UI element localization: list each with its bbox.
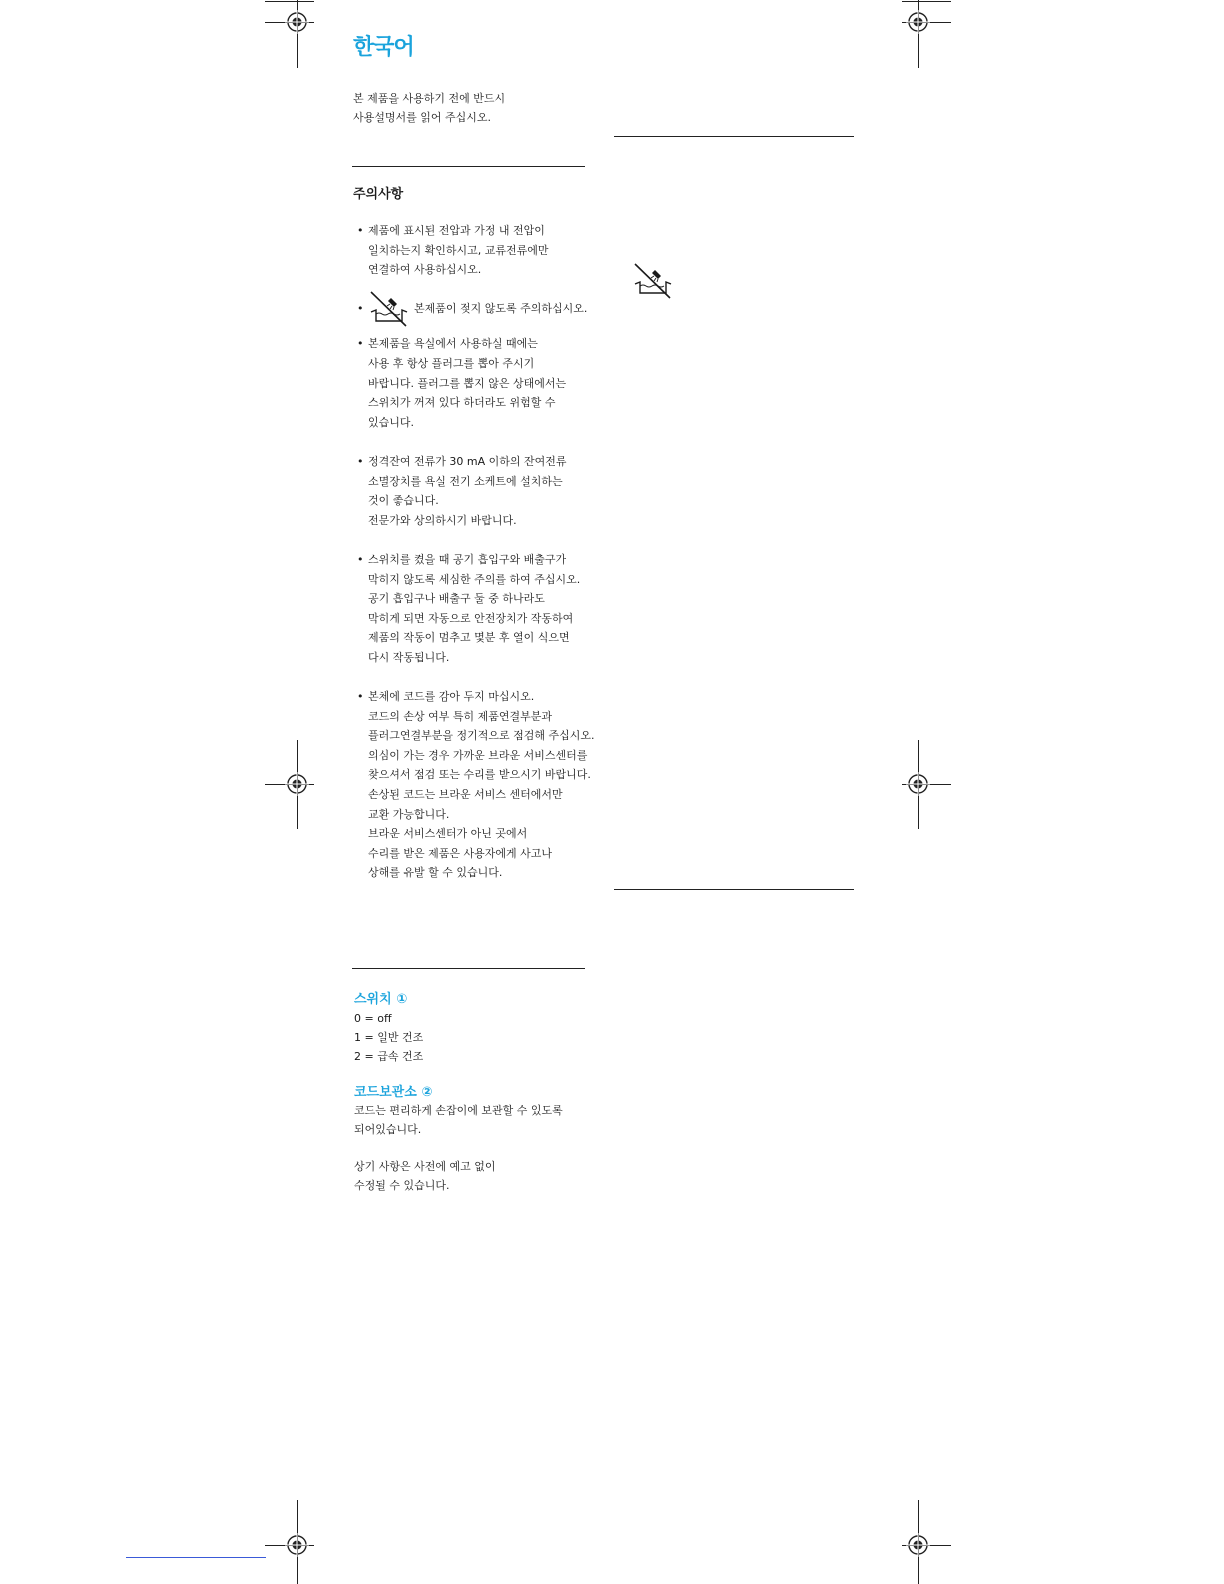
item-line: 플러그연결부분을 정기적으로 점검해 주십시오. — [368, 729, 595, 743]
divider — [352, 166, 585, 167]
list-item — [357, 221, 617, 280]
list-item — [357, 334, 617, 432]
divider — [614, 889, 854, 890]
list-item — [357, 550, 617, 668]
item-line: 공기 흡입구나 배출구 둘 중 하나라도 — [368, 592, 545, 606]
item-line: 손상된 코드는 브라운 서비스 센터에서만 — [368, 788, 563, 802]
item-line: • 스위치를 켰을 때 공기 흡입구와 배출구가 — [368, 552, 567, 566]
item-line: 브라운 서비스센터가 아닌 곳에서 — [368, 827, 528, 841]
item-line: 막히지 않도록 세심한 주의를 하여 주십시오. — [368, 572, 581, 586]
item-line: 막히게 되면 자동으로 안전장치가 작동하여 — [368, 611, 574, 625]
notice-text: 상기 사항은 사전에 예고 없이 — [354, 1160, 496, 1173]
switch-heading: 스위치 ① — [354, 992, 408, 1007]
item-line: 코드의 손상 여부 특히 제품연결부분과 — [368, 709, 553, 723]
switch-setting: 0 = off — [354, 1012, 392, 1025]
item-line: 다시 작동됩니다. — [368, 650, 450, 664]
item-line: • 정격잔여 전류가 30 mA 이하의 잔여전류 — [368, 454, 567, 468]
cord-text: 코드는 편리하게 손잡이에 보관할 수 있도록 — [354, 1104, 563, 1117]
item-line: 상해를 유발 할 수 있습니다. — [368, 866, 503, 880]
bottom-blue-rule — [126, 1557, 266, 1558]
no-bath-water-icon — [632, 262, 674, 300]
item-line: 찾으셔서 점검 또는 수리를 받으시기 바랍니다. — [368, 768, 591, 782]
item-line: • 제품에 표시된 전압과 가정 내 전압이 — [368, 224, 545, 237]
item-line: 것이 좋습니다. — [368, 494, 439, 508]
item-line: 의심이 가는 경우 가까운 브라운 서비스센터를 — [368, 748, 588, 762]
item-line: 수리를 받은 제품은 사용자에게 사고나 — [368, 846, 553, 860]
item-line: 일치하는지 확인하시고, 교류전류에만 — [368, 243, 549, 257]
switch-section — [354, 988, 423, 1066]
item-line: 스위치가 꺼져 있다 하더라도 위험할 수 — [368, 396, 556, 410]
item-line: • 본제품이 젖지 않도록 주의하십시오. — [414, 302, 588, 316]
divider — [352, 968, 585, 969]
page-title: 한국어 — [353, 35, 414, 60]
item-line: 연결하여 사용하십시오. — [368, 263, 482, 277]
item-line: 제품의 작동이 멈추고 몇분 후 열이 식으면 — [368, 631, 570, 645]
no-bath-water-icon — [368, 290, 410, 328]
notice-text: 수정될 수 있습니다. — [354, 1179, 450, 1192]
item-line: 사용 후 항상 플러그를 뽑아 주시기 — [368, 356, 535, 370]
intro-line: 사용설명서를 읽어 주십시오. — [353, 111, 492, 124]
caution-list — [357, 221, 617, 903]
item-line: • 본제품을 욕실에서 사용하실 때에는 — [368, 337, 538, 351]
switch-setting: 1 = 일반 건조 — [354, 1031, 424, 1044]
cord-text: 되어있습니다. — [354, 1123, 422, 1136]
item-line: 바랍니다. 플러그를 뽑지 않은 상태에서는 — [368, 376, 567, 390]
item-line: 소멸장치를 욕실 전기 소케트에 설치하는 — [368, 474, 563, 488]
list-item — [357, 289, 617, 328]
item-line: • 본체에 코드를 감아 두지 마십시오. — [368, 690, 535, 704]
caution-heading: 주의사항 — [353, 187, 404, 202]
item-line: 교환 가능합니다. — [368, 807, 450, 821]
item-line: 전문가와 상의하시기 바랍니다. — [368, 513, 517, 527]
intro-text — [353, 89, 505, 127]
cord-section — [354, 1081, 563, 1139]
cord-heading: 코드보관소 ② — [354, 1085, 433, 1100]
switch-setting: 2 = 급속 건조 — [354, 1050, 424, 1063]
notice-section — [354, 1157, 496, 1195]
item-line: 있습니다. — [368, 415, 415, 429]
divider — [614, 136, 854, 137]
list-item — [357, 687, 617, 883]
list-item — [357, 452, 617, 530]
intro-line: 본 제품을 사용하기 전에 반드시 — [353, 92, 506, 105]
